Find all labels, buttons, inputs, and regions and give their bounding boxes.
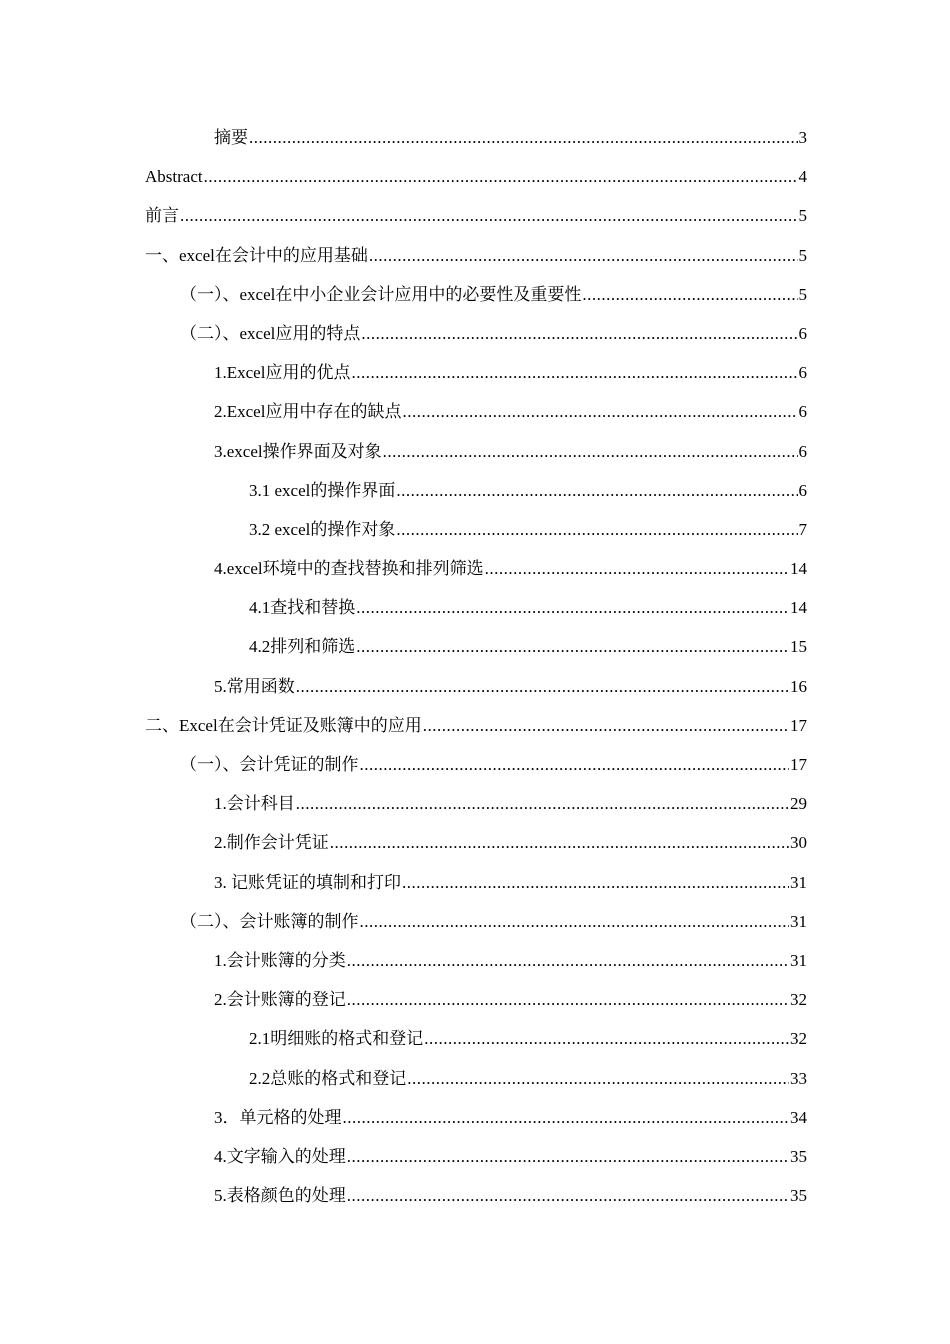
toc-entry-page-number: 35 [790, 1146, 807, 1166]
toc-dot-leader [249, 125, 798, 151]
toc-entry-page-number: 30 [790, 833, 807, 853]
toc-entry-title: 2.会计账簿的登记 [214, 990, 346, 1010]
toc-entry[interactable] [145, 556, 807, 595]
toc-entry-page-number: 34 [790, 1107, 807, 1127]
toc-entry-page-number: 6 [798, 441, 807, 461]
toc-dot-leader [347, 1183, 789, 1209]
toc-dot-leader [330, 830, 789, 856]
toc-entry-title: 二、Excel在会计凭证及账簿中的应用 [145, 715, 422, 735]
toc-dot-leader [204, 164, 798, 190]
toc-entry-title: 3. 记账凭证的填制和打印 [214, 872, 401, 892]
toc-entry-page-number: 29 [790, 794, 807, 814]
toc-entry-page-number: 4 [798, 167, 807, 187]
toc-entry-title: 4.1查找和替换 [249, 598, 356, 618]
toc-entry-title: 1.Excel应用的优点 [214, 363, 351, 383]
toc-entry-title: 5.表格颜色的处理 [214, 1186, 346, 1206]
toc-dot-leader [180, 203, 798, 229]
toc-entry-page-number: 14 [790, 559, 807, 579]
toc-dot-leader [347, 948, 789, 974]
toc-entry[interactable] [145, 399, 807, 438]
table-of-contents [145, 125, 807, 1222]
toc-entry-title: 2.1明细账的格式和登记 [249, 1029, 424, 1049]
toc-entry-page-number: 14 [790, 598, 807, 618]
toc-dot-leader [402, 870, 789, 896]
toc-entry-title: 前言 [145, 206, 179, 226]
toc-entry-page-number: 31 [790, 911, 807, 931]
toc-entry-page-number: 3 [798, 128, 807, 147]
toc-entry-title: （二）、会计账簿的制作 [180, 911, 359, 931]
toc-entry[interactable] [145, 360, 807, 399]
toc-entry-page-number: 32 [790, 990, 807, 1010]
toc-entry-page-number: 5 [798, 284, 807, 304]
toc-entry[interactable] [145, 517, 807, 556]
toc-entry-page-number: 17 [790, 715, 807, 735]
toc-entry-page-number: 5 [798, 206, 807, 226]
toc-dot-leader [356, 634, 789, 660]
toc-entry[interactable] [145, 830, 807, 869]
toc-dot-leader [396, 478, 797, 504]
toc-entry-page-number: 6 [798, 363, 807, 383]
toc-entry-page-number: 32 [790, 1029, 807, 1049]
toc-entry[interactable] [145, 1144, 807, 1183]
toc-entry-page-number: 5 [798, 245, 807, 265]
toc-entry[interactable] [145, 634, 807, 673]
toc-entry-page-number: 7 [798, 519, 807, 539]
toc-entry-page-number: 31 [790, 872, 807, 892]
toc-entry-title: 2.Excel应用中存在的缺点 [214, 402, 402, 422]
toc-dot-leader [360, 909, 790, 935]
toc-entry[interactable] [145, 987, 807, 1026]
toc-entry[interactable] [145, 164, 807, 203]
toc-entry-title: 3.excel操作界面及对象 [214, 441, 382, 461]
toc-entry-title: 1.会计科目 [214, 794, 295, 814]
toc-entry-page-number: 6 [798, 402, 807, 422]
toc-entry[interactable] [145, 282, 807, 321]
toc-entry[interactable] [145, 1066, 807, 1105]
toc-entry[interactable] [145, 478, 807, 517]
toc-dot-leader [407, 1066, 789, 1092]
toc-entry-title: 3.2 excel的操作对象 [249, 519, 396, 539]
toc-entry-page-number: 15 [790, 637, 807, 657]
toc-dot-leader [351, 360, 797, 386]
toc-dot-leader [347, 987, 789, 1013]
toc-dot-leader [347, 1144, 789, 1170]
toc-entry-title: （一）、会计凭证的制作 [180, 755, 359, 774]
toc-entry[interactable] [145, 909, 807, 948]
toc-entry[interactable] [145, 125, 807, 164]
toc-dot-leader [402, 399, 797, 425]
toc-entry[interactable] [145, 674, 807, 713]
toc-entry[interactable] [145, 1183, 807, 1222]
toc-entry-title: （一）、excel在中小企业会计应用中的必要性及重要性 [180, 284, 582, 304]
toc-dot-leader [356, 595, 789, 621]
toc-entry-page-number: 16 [790, 676, 807, 696]
toc-dot-leader [343, 1105, 790, 1131]
toc-entry-title: 3．单元格的处理 [214, 1107, 342, 1127]
toc-dot-leader [369, 243, 798, 269]
toc-entry[interactable] [145, 791, 807, 830]
toc-entry[interactable] [145, 713, 807, 752]
toc-dot-leader [582, 282, 797, 308]
toc-dot-leader [296, 674, 789, 700]
toc-entry-title: （二）、excel应用的特点 [180, 323, 361, 343]
toc-entry-page-number: 33 [790, 1068, 807, 1088]
toc-dot-leader [423, 713, 789, 739]
toc-entry-title: 2.2总账的格式和登记 [249, 1068, 407, 1088]
toc-entry[interactable] [145, 948, 807, 987]
toc-entry-page-number: 17 [790, 755, 807, 774]
toc-entry-page-number: 35 [790, 1186, 807, 1206]
toc-entry-title: Abstract [145, 167, 203, 187]
toc-entry[interactable] [145, 870, 807, 909]
toc-dot-leader [485, 556, 789, 582]
toc-entry-title: 1.会计账簿的分类 [214, 950, 346, 970]
toc-entry-page-number: 31 [790, 950, 807, 970]
toc-entry-page-number: 6 [798, 480, 807, 500]
toc-entry-title: 4.文字输入的处理 [214, 1146, 346, 1166]
toc-entry[interactable] [145, 439, 807, 478]
toc-entry-title: 4.2排列和筛选 [249, 637, 356, 657]
toc-dot-leader [396, 517, 797, 543]
toc-entry[interactable] [145, 1105, 807, 1144]
toc-entry-title: 5.常用函数 [214, 676, 295, 696]
toc-entry[interactable] [145, 321, 807, 360]
toc-entry[interactable] [145, 203, 807, 242]
toc-dot-leader [383, 439, 798, 465]
toc-entry-title: 3.1 excel的操作界面 [249, 480, 396, 500]
toc-entry-title: 4.excel环境中的查找替换和排列筛选 [214, 559, 484, 579]
toc-entry[interactable] [145, 752, 807, 791]
toc-entry[interactable] [145, 1026, 807, 1065]
toc-entry[interactable] [145, 243, 807, 282]
toc-dot-leader [424, 1026, 789, 1052]
toc-entry-title: 2.制作会计凭证 [214, 833, 329, 853]
toc-entry-page-number: 6 [798, 323, 807, 343]
toc-entry-title: 一、excel在会计中的应用基础 [145, 245, 368, 265]
toc-dot-leader [361, 321, 797, 347]
toc-entry-title: 摘要 [214, 128, 248, 147]
toc-dot-leader [360, 752, 790, 778]
toc-entry[interactable] [145, 595, 807, 634]
toc-dot-leader [296, 791, 789, 817]
